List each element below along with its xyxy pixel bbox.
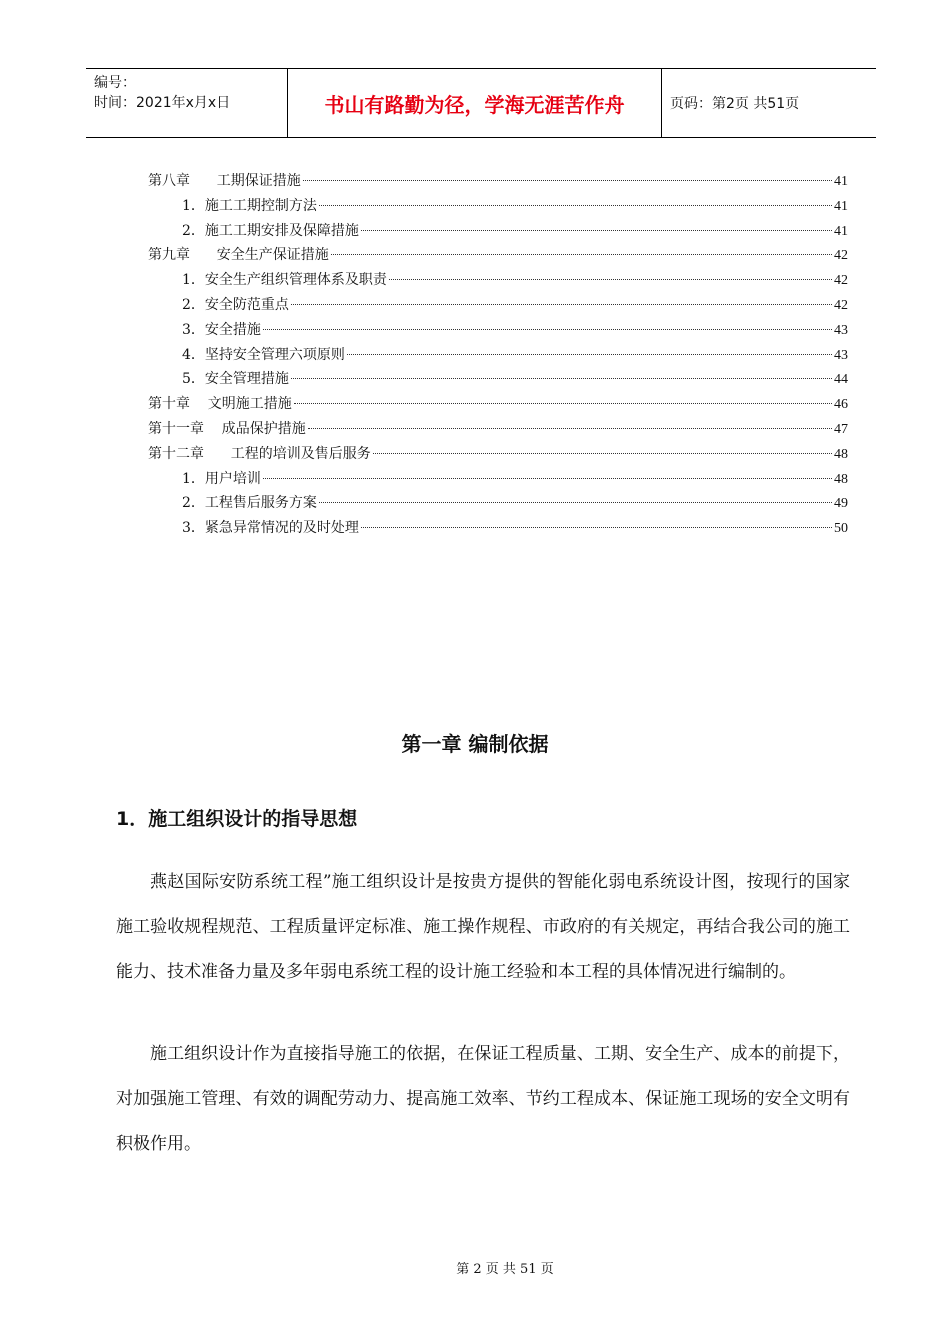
toc-entry[interactable] (148, 468, 848, 493)
page-header (86, 68, 876, 138)
toc-entry-page: 50 (834, 521, 848, 537)
paragraph (116, 860, 850, 995)
toc-leader-dots (291, 378, 832, 379)
paragraph (116, 1032, 850, 1167)
toc-entry[interactable] (148, 368, 848, 393)
toc-entry-page: 44 (834, 372, 848, 388)
toc-leader-dots (347, 354, 832, 355)
toc-entry-page: 46 (834, 397, 848, 413)
toc-entry-title: 第九章 安全生产保证措施 (148, 247, 329, 264)
toc-entry-title: 1．安全生产组织管理体系及职责 (182, 272, 387, 289)
toc-leader-dots (294, 403, 832, 404)
paragraph-text: 施工组织设计作为直接指导施工的依据，在保证工程质量、工期、安全生产、成本的前提下，对加强施工管理、有效的调配劳动力、提高施工效率、节约工程成本、保证施工现场的安全文明有积极作用。 (116, 1044, 850, 1154)
toc-entry-page: 42 (834, 273, 848, 289)
header-page-info: 页码：第2页 共51页 (670, 96, 800, 112)
toc-entry[interactable] (148, 269, 848, 294)
toc-entry-title: 2．安全防范重点 (182, 296, 289, 313)
toc-entry[interactable] (148, 294, 848, 319)
toc-entry-page: 41 (834, 174, 848, 189)
toc-entry-title: 1．用户培训 (182, 470, 261, 487)
toc-entry-page: 41 (834, 223, 848, 239)
toc-leader-dots (361, 230, 832, 231)
toc-entry-page: 42 (834, 248, 848, 264)
toc-entry[interactable] (148, 517, 848, 542)
toc-entry-page: 49 (834, 496, 848, 512)
toc-leader-dots (319, 502, 832, 503)
document-time: 时间：2021年x月x日 (94, 95, 231, 111)
toc-entry-title: 4．坚持安全管理六项原则 (182, 346, 345, 363)
toc-entry[interactable] (148, 492, 848, 517)
toc-entry[interactable] (148, 393, 848, 418)
header-motto: 书山有路勤为径，学海无涯苦作舟 (288, 69, 662, 137)
toc-leader-dots (303, 180, 832, 181)
toc-leader-dots (319, 205, 832, 206)
chapter-title: 第一章 编制依据 (401, 732, 549, 756)
section-title: 1．施工组织设计的指导思想 (116, 808, 358, 830)
page-footer: 第 2 页 共 51 页 (456, 1262, 554, 1277)
toc-entry-page: 42 (834, 297, 848, 313)
toc-leader-dots (263, 478, 832, 479)
toc-entry-title: 3．紧急异常情况的及时处理 (182, 520, 359, 537)
table-of-contents (148, 170, 848, 542)
toc-entry-page: 48 (834, 446, 848, 462)
toc-leader-dots (331, 254, 832, 255)
toc-entry-title: 1．施工工期控制方法 (182, 197, 317, 214)
toc-leader-dots (263, 329, 832, 330)
paragraph-text: 燕赵国际安防系统工程”施工组织设计是按贵方提供的智能化弱电系统设计图，按现行的国家施工验收规程规范、工程质量评定标准、施工操作规程、市政府的有关规定，再结合我公司的施工能力、技术准备力量及多年弱电系统工程的设计施工经验和本工程的具体情况进行编制的。 (116, 872, 850, 982)
toc-entry-title: 第十二章 工程的培训及售后服务 (148, 445, 371, 462)
toc-entry-title: 2．施工工期安排及保障措施 (182, 222, 359, 239)
toc-entry[interactable] (148, 244, 848, 269)
toc-leader-dots (308, 428, 832, 429)
document-number-label: 编号： (94, 75, 136, 91)
toc-entry-title: 第十章 文明施工措施 (148, 396, 292, 413)
toc-entry-title: 3．安全措施 (182, 321, 261, 338)
toc-entry-title: 5．安全管理措施 (182, 371, 289, 388)
toc-entry[interactable] (148, 170, 848, 195)
toc-entry[interactable] (148, 195, 848, 220)
toc-entry-title: 第八章 工期保证措施 (148, 173, 301, 189)
toc-leader-dots (373, 453, 832, 454)
toc-entry-title: 2．工程售后服务方案 (182, 495, 317, 512)
toc-entry-page: 48 (834, 471, 848, 487)
toc-leader-dots (361, 527, 832, 528)
toc-entry-page: 43 (834, 347, 848, 363)
toc-entry[interactable] (148, 319, 848, 344)
toc-entry-title: 第十一章 成品保护措施 (148, 420, 306, 437)
toc-entry[interactable] (148, 418, 848, 443)
toc-entry-page: 43 (834, 322, 848, 338)
toc-entry-page: 47 (834, 421, 848, 437)
header-meta (86, 69, 288, 137)
toc-leader-dots (291, 304, 832, 305)
toc-entry-page: 41 (834, 198, 848, 214)
toc-entry[interactable] (148, 220, 848, 245)
toc-leader-dots (389, 279, 832, 280)
toc-entry[interactable] (148, 344, 848, 369)
toc-entry[interactable] (148, 443, 848, 468)
